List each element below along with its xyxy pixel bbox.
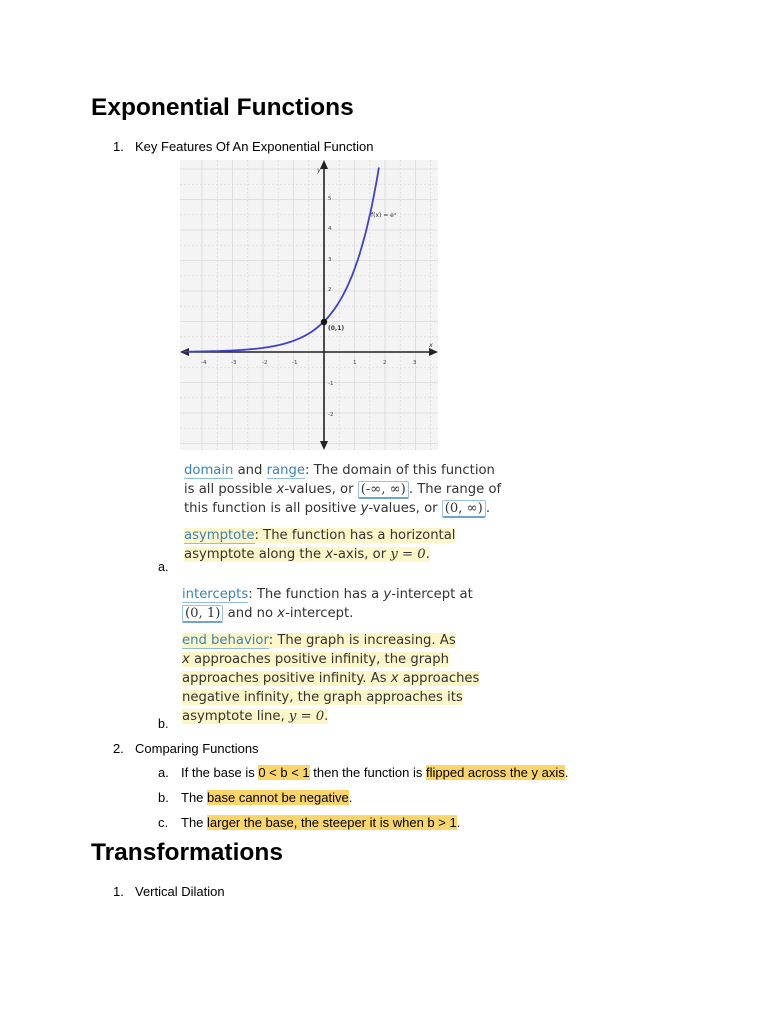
list-item-comparing-functions: Comparing Functions — [135, 741, 259, 756]
list-number: 2. — [113, 741, 124, 756]
compare-item-c: The larger the base, the steeper it is when b > 1. — [181, 815, 461, 830]
interval-domain: (-∞, ∞) — [358, 481, 409, 499]
y-tick-label: -1 — [328, 381, 334, 387]
x-tick-label: 2 — [383, 360, 387, 366]
y-axis-label: y — [317, 166, 321, 174]
point-label: (0,1) — [328, 325, 345, 332]
note-domain-range-asymptote: domain and range: The domain of this function is all possible x-values, or (-∞, ∞) . The range of this function is all positive y-values, or (0, ∞) . asymptote: The function has a horizontal asymptote along the x-axis, or y = 0. — [184, 463, 502, 562]
exponential-graph — [180, 160, 438, 450]
highlight: larger the base, the steeper it is when b > 1 — [207, 815, 457, 830]
x-tick-label: -3 — [231, 360, 237, 366]
equation-asymptote: y = 0 — [390, 547, 426, 562]
y-tick-label: 2 — [328, 287, 332, 293]
sub-item-letter: b. — [158, 790, 169, 805]
x-tick-label: -2 — [262, 360, 268, 366]
function-label: f(x) = eˣ — [371, 212, 397, 219]
term-range: range — [266, 463, 305, 478]
point-intercept: (0, 1) — [182, 605, 223, 623]
sub-item-letter: a. — [158, 560, 169, 574]
term-asymptote: asymptote — [184, 528, 255, 543]
list-number: 1. — [113, 139, 124, 154]
compare-item-b: The base cannot be negative. — [181, 790, 353, 805]
heading-exponential-functions: Exponential Functions — [91, 94, 354, 121]
x-tick-label: -1 — [292, 360, 298, 366]
sub-item-letter: b. — [158, 717, 169, 731]
x-tick-label: 3 — [413, 360, 417, 366]
highlight: flipped across the y axis — [426, 765, 565, 780]
sub-item-letter: c. — [158, 815, 169, 830]
note-intercepts-end-behavior: intercepts: The function has a y-intercept at (0, 1) and no x-intercept. end behavior: The graph is increasing. As x approaches positive infinity, the graph approaches positive infinity. As x approaches negative infinity, the graph approaches its asymptote line, y = 0. — [182, 587, 480, 724]
y-tick-label: 4 — [328, 226, 332, 232]
compare-item-a: If the base is 0 < b < 1 then the function is flipped across the y axis. — [181, 765, 569, 780]
y-tick-label: 5 — [328, 196, 332, 202]
term-intercepts: intercepts — [182, 587, 249, 602]
equation-asymptote-line: y = 0 — [288, 709, 325, 724]
list-number: 1. — [113, 884, 124, 899]
x-tick-label: -4 — [201, 360, 207, 366]
heading-transformations: Transformations — [91, 839, 283, 866]
highlight: 0 < b < 1 — [258, 765, 310, 780]
term-end-behavior: end behavior — [182, 633, 269, 648]
highlight: base cannot be negative — [207, 790, 349, 805]
list-item-key-features: Key Features Of An Exponential Function — [135, 139, 374, 154]
y-tick-label: -2 — [328, 412, 334, 418]
x-tick-label: 1 — [353, 360, 357, 366]
x-axis-label: x — [429, 341, 433, 349]
y-tick-label: 3 — [328, 257, 332, 263]
interval-range: (0, ∞) — [442, 500, 486, 518]
sub-item-letter: a. — [158, 765, 169, 780]
list-item-vertical-dilation: Vertical Dilation — [135, 884, 225, 899]
term-domain: domain — [184, 463, 234, 478]
